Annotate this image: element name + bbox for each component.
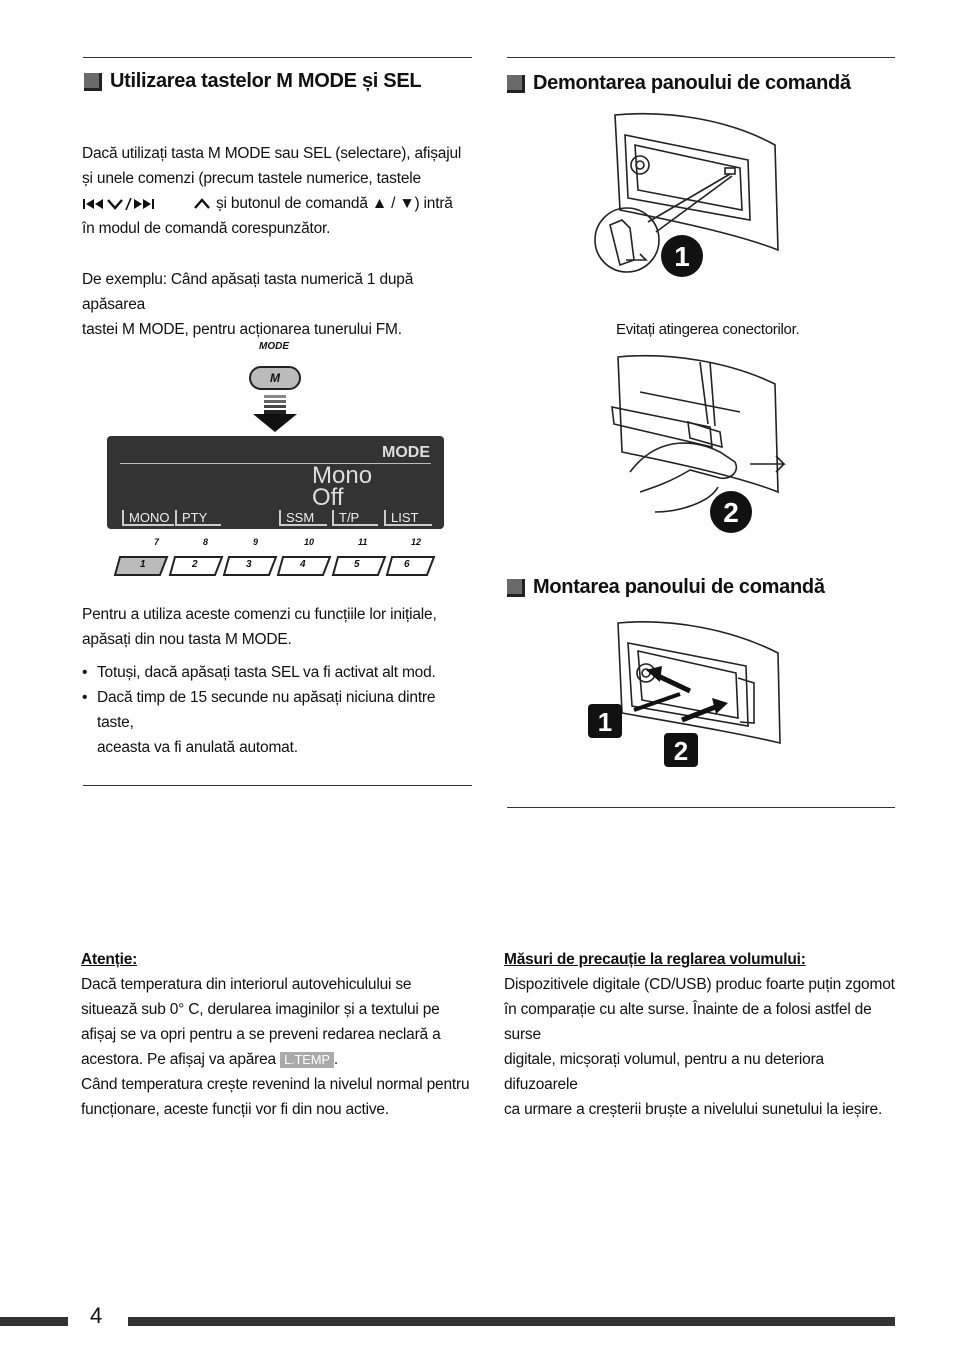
section-square-icon [507,75,525,93]
upper-number-10: 10 [304,537,315,547]
softkey-ssm: SSM [279,510,327,526]
preset-button-6[interactable]: 6 [404,559,410,570]
detach-title-text: Demontarea panoului de comandă [533,72,851,94]
mode-label: MODE [259,341,289,352]
preset-button-5[interactable]: 5 [354,559,360,570]
bottom-rule-right [507,807,895,808]
volume-precautions-note: Măsuri de precauție la reglarea volumului: Dispozitivele digitale (CD/USB) produc foarte puțin zgomot în comparație cu alte surse. Înainte de a folosi astfel de surse digitale, micșorați volumul, pentru a nu deteriora difuzoarele ca urmare a creșterii bruște a nivelului sunetului la ieșire. [504,947,899,1122]
svg-text:1: 1 [597,707,613,737]
top-rule-right [507,57,895,58]
m-mode-button[interactable] [249,366,301,390]
lcd-text-line-1: Mono [312,462,373,489]
press-arrow-icon [252,395,298,433]
list-item: • Dacă timp de 15 secunde nu apăsați niciuna dintre taste, aceasta va fi anulată automat. [82,685,472,760]
attention-note: Atenție: Dacă temperatura din interiorul autovehiculului se situează sub 0° C, derularea imaginilor și a textului pe afișaj se va opri pentru a se preveni redarea neclară a acestora. Pe afișaj va apărea L.TEMP . Când temperatura crește revenind la nivelul normal pentru funcționare, aceste funcții vor fi din nou active. [81,947,476,1122]
caution-note: Evitați atingerea conectorilor. [616,321,800,338]
detach-step-2-illustration [600,352,800,532]
bottom-rule-left [83,785,472,786]
preset-buttons-row [112,554,438,578]
upper-number-9: 9 [253,537,259,547]
intro-paragraph: Dacă utilizați tasta M MODE sau SEL (selectare), afișajul și unele comenzi (precum tastele numerice, tastele și butonul de comandă ▲ / ▼) intră în modul de comandă corespunzător. [82,145,462,237]
upper-number-8: 8 [203,537,209,547]
list-item: • Totuși, dacă apăsați tasta SEL va fi activat alt mod. [82,660,472,685]
lcd-display [107,436,444,529]
preset-button-2[interactable]: 2 [192,559,198,570]
step-badge-2-icon [709,490,753,534]
example-paragraph: De exemplu: Când apăsați tasta numerică 1 după apăsarea tastei M MODE, pentru acționarea tunerului FM. [82,271,414,338]
upper-number-7: 7 [154,537,160,547]
attach-title-text: Montarea panoului de comandă [533,576,825,598]
preset-button-1[interactable]: 1 [140,559,146,570]
preset-button-3[interactable]: 3 [246,559,252,570]
volume-heading: Măsuri de precauție la reglarea volumului: [504,951,806,968]
attention-heading: Atenție: [81,951,138,968]
softkey-list: LIST [384,510,432,526]
lcd-divider [120,463,431,464]
footer-bar-right [128,1317,895,1326]
section-square-icon [84,73,102,91]
upper-number-12: 12 [411,537,422,547]
softkey-mono: MONO [122,510,174,526]
softkey-pty: PTY [175,510,221,526]
ltemp-indicator: L.TEMP [280,1052,334,1068]
section-square-icon [507,579,525,597]
svg-text:2: 2 [673,736,689,766]
section-title-detach [507,72,851,95]
attach-step-1-icon [588,704,622,738]
section-title-text: Utilizarea tastelor M MODE și SEL [110,70,422,92]
m-button-label: M [270,371,280,385]
restore-paragraph: Pentru a utiliza aceste comenzi cu funcțiile lor inițiale, apăsați din nou tasta M MODE. [82,606,437,648]
notes-list [82,660,472,760]
preset-button-4[interactable]: 4 [300,559,306,570]
upper-number-11: 11 [358,537,368,547]
svg-text:2: 2 [723,497,739,528]
skip-controls-icon [82,197,216,211]
svg-text:1: 1 [674,241,690,272]
softkey-tp: T/P [332,510,378,526]
section-title-attach [507,576,825,599]
section-title-m-mode-sel [84,70,421,93]
step-badge-1-icon [660,234,704,278]
footer-bar-left [0,1317,68,1326]
lcd-mode-indicator: MODE [382,444,430,461]
attach-step-2-icon [664,733,698,767]
lcd-text-line-2: Off [312,484,344,511]
top-rule-left [83,57,472,58]
page-number: 4 [90,1303,103,1328]
